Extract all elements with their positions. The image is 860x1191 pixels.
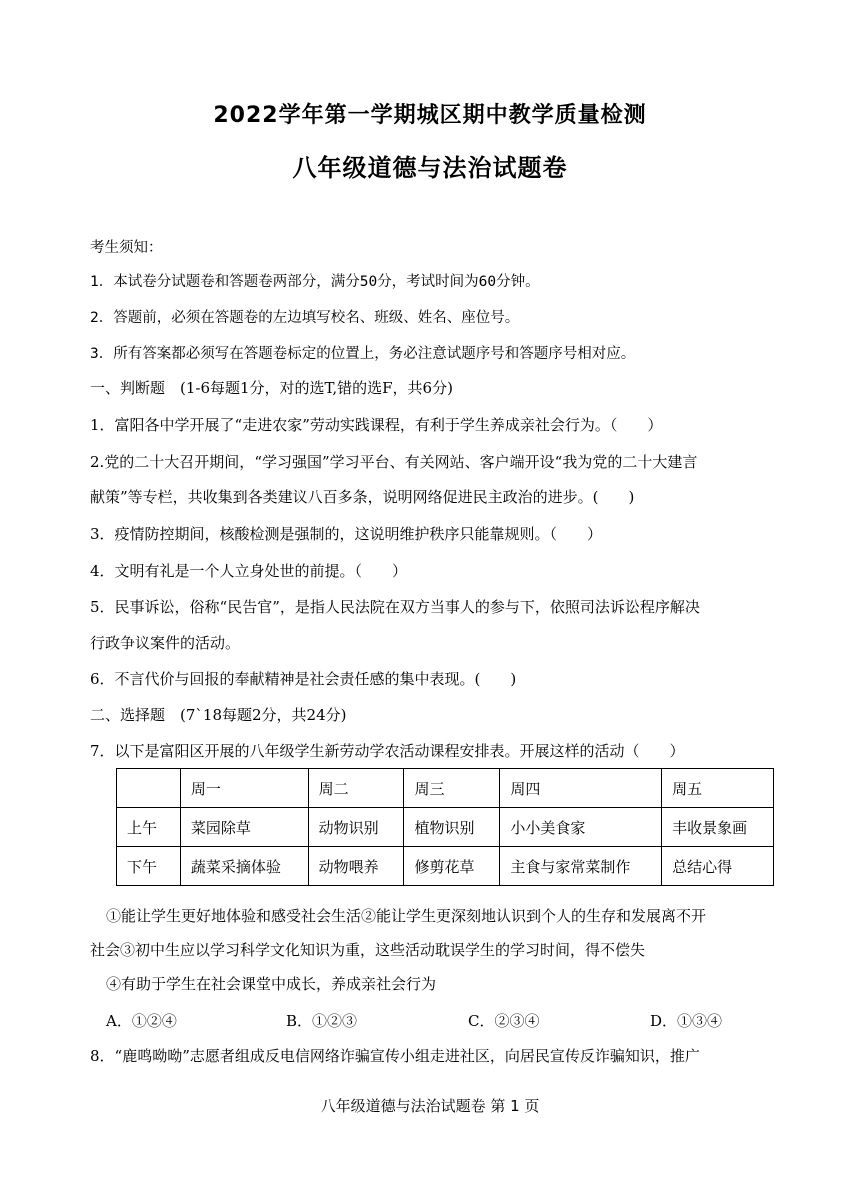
table-row [117, 808, 774, 847]
page-footer: 八年级道德与法治试题卷 第 1 页 [320, 1097, 540, 1115]
statement-line: 社会③初中生应以学习科学文化知识为重，这些活动耽误学生的学习时间，得不偿失 [90, 941, 646, 959]
table-header-row [117, 769, 774, 808]
question-line: 2.党的二十大召开期间，“学习强国”学习平台、有关网站、客户端开设“我为党的二十大建言 [90, 453, 698, 471]
table-cell: 周四 [500, 769, 662, 808]
table-cell: 动物喂养 [308, 847, 404, 886]
table-cell: 总结心得 [662, 847, 774, 886]
option-c: C．②③④ [468, 1012, 540, 1030]
question-line: 行政争议案件的活动。 [90, 634, 241, 652]
question-line: 6．不言代价与回报的奉献精神是社会责任感的集中表现。( ) [90, 670, 517, 688]
question-line: 献策”等专栏，共收集到各类建议八百多条，说明网络促进民主政治的进步。( ) [90, 488, 635, 506]
statement-line: ④有助于学生在社会课堂中成长，养成亲社会行为 [106, 975, 437, 993]
table-cell: 周二 [308, 769, 404, 808]
schedule-table [116, 768, 774, 886]
table-cell: 周五 [662, 769, 774, 808]
question-line: 4．文明有礼是一个人立身处世的前提。（ ） [90, 562, 408, 580]
question-stem-8: 8．“鹿鸣呦呦”志愿者组成反电信网络诈骗宣传小组走进社区，向居民宣传反诈骗知识，推广 [90, 1047, 700, 1065]
exam-title: 2022学年第一学期城区期中教学质量检测 [213, 103, 647, 128]
question-line: 3．疫情防控期间，核酸检测是强制的，这说明维护秩序只能靠规则。（ ） [90, 525, 603, 543]
section-heading-choice: 二、选择题 (7`18每题2分，共24分) [90, 706, 347, 724]
table-cell: 菜园除草 [180, 808, 308, 847]
table-cell: 下午 [117, 847, 181, 886]
table-cell: 主食与家常菜制作 [500, 847, 662, 886]
table-row [117, 847, 774, 886]
option-b: B．①②③ [286, 1012, 358, 1030]
table-cell: 周一 [180, 769, 308, 808]
table-cell: 丰收景象画 [662, 808, 774, 847]
notice-item: 2．答题前，必须在答题卷的左边填写校名、班级、姓名、座位号。 [90, 310, 520, 326]
option-d: D．①③④ [650, 1012, 723, 1030]
notice-heading: 考生须知： [90, 240, 163, 256]
exam-subtitle: 八年级道德与法治试题卷 [292, 154, 568, 182]
option-a: A．①②④ [106, 1012, 177, 1030]
table-cell [117, 769, 181, 808]
table-cell: 修剪花草 [404, 847, 500, 886]
question-line: 5．民事诉讼，俗称“民告官”，是指人民法院在双方当事人的参与下，依照司法诉讼程序解决 [90, 598, 700, 616]
statement-line: ①能让学生更好地体验和感受社会生活②能让学生更深刻地认识到个人的生存和发展离不开 [106, 907, 707, 925]
table-cell: 周三 [404, 769, 500, 808]
table-cell: 蔬菜采摘体验 [180, 847, 308, 886]
table-cell: 动物识别 [308, 808, 404, 847]
question-line: 1．富阳各中学开展了“走进农家”劳动实践课程，有利于学生养成亲社会行为。（ ） [90, 416, 663, 434]
section-heading-judgment: 一、判断题 (1-6每题1分，对的选T,错的选F，共6分) [90, 379, 453, 397]
question-stem-7: 7．以下是富阳区开展的八年级学生新劳动学农活动课程安排表。开展这样的活动（ ） [90, 742, 685, 760]
table-cell: 小小美食家 [500, 808, 662, 847]
table-cell: 植物识别 [404, 808, 500, 847]
table-cell: 上午 [117, 808, 181, 847]
notice-item: 3．所有答案都必须写在答题卷标定的位置上，务必注意试题序号和答题序号相对应。 [90, 346, 636, 362]
notice-item: 1．本试卷分试题卷和答题卷两部分，满分50分，考试时间为60分钟。 [90, 274, 540, 290]
